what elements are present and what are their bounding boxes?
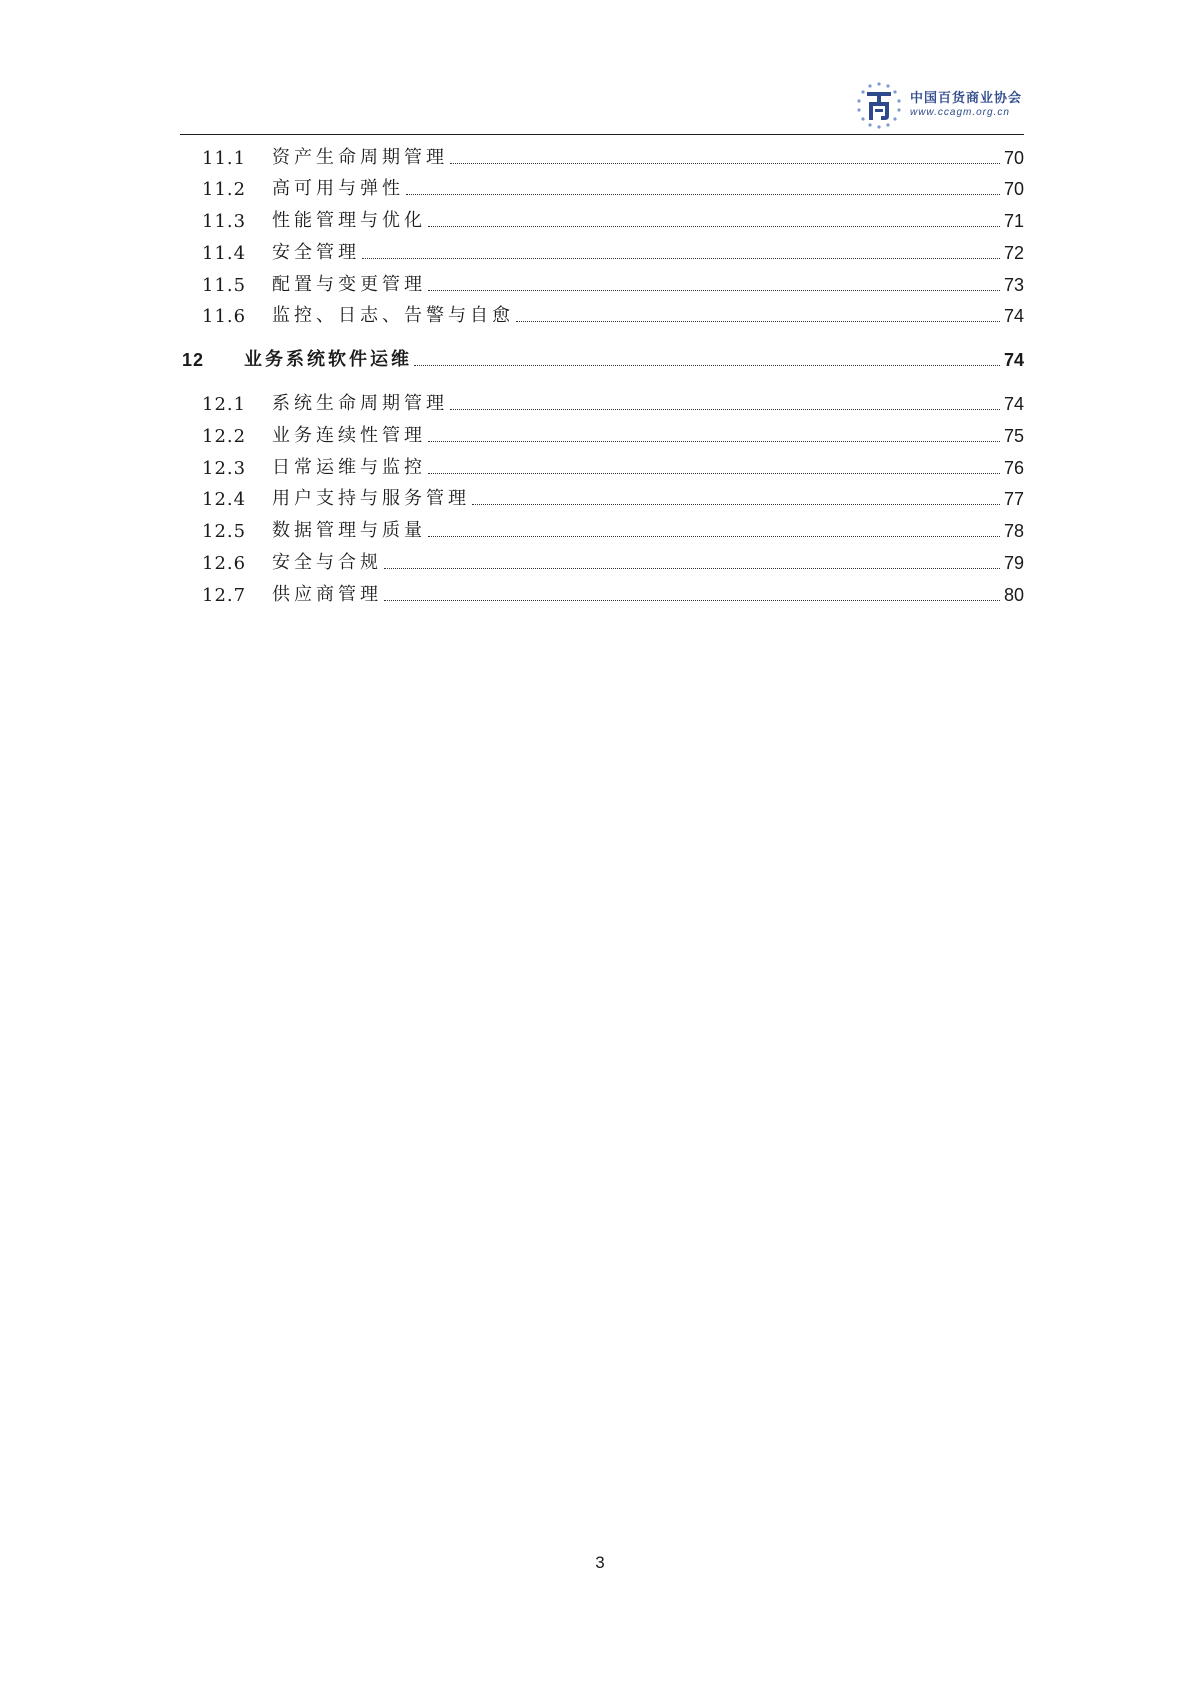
toc-entry-page: 70 (1003, 179, 1024, 199)
toc-entry-number: 12.1 (202, 394, 247, 415)
toc-entry-page: 72 (1003, 243, 1024, 263)
toc-entry[interactable] (180, 548, 1024, 574)
toc-entry[interactable] (180, 421, 1024, 447)
toc-entry-page: 74 (1003, 306, 1024, 326)
toc-entry-title: 系统生命周期管理 (272, 393, 448, 414)
toc-entry-number: 12.7 (202, 585, 247, 606)
toc-entry[interactable] (180, 238, 1024, 264)
toc-entry-page: 76 (1003, 458, 1024, 478)
dot-leader (428, 536, 1000, 537)
toc-entry[interactable] (180, 580, 1024, 606)
dot-leader (428, 226, 1000, 227)
toc-entry[interactable] (180, 484, 1024, 510)
dot-leader (428, 473, 1000, 474)
toc-entry-title: 用户支持与服务管理 (272, 488, 470, 509)
dot-leader (428, 290, 1000, 291)
toc-entry-page: 78 (1003, 521, 1024, 541)
toc-entry-title: 高可用与弹性 (272, 178, 404, 199)
dot-leader (414, 365, 1000, 366)
bai-logo-icon (854, 80, 904, 130)
toc-entry[interactable] (180, 453, 1024, 479)
toc-entry-title: 资产生命周期管理 (272, 147, 448, 168)
toc-entry-number: 11.6 (202, 306, 247, 327)
toc-entry-title: 数据管理与质量 (272, 520, 426, 541)
toc-entry-title: 供应商管理 (272, 584, 382, 605)
toc-entry-title: 性能管理与优化 (272, 210, 426, 231)
toc-entry-page: 79 (1003, 553, 1024, 573)
toc-entry-page: 77 (1003, 489, 1024, 509)
dot-leader (406, 194, 1000, 195)
dot-leader (472, 504, 1000, 505)
dot-leader (362, 258, 1000, 259)
toc-entry-title: 安全与合规 (272, 552, 382, 573)
toc-entry-page: 74 (1003, 350, 1024, 370)
toc-entry-title: 业务连续性管理 (272, 425, 426, 446)
dot-leader (384, 600, 1000, 601)
toc-entry-page: 73 (1003, 275, 1024, 295)
dot-leader (384, 568, 1000, 569)
toc-entry[interactable] (180, 301, 1024, 327)
toc-entry-number: 11.5 (202, 275, 247, 296)
toc-entry-number: 12.2 (202, 426, 247, 447)
toc-entry[interactable] (180, 389, 1024, 415)
toc-entry[interactable] (180, 174, 1024, 200)
toc-entry-page: 75 (1003, 426, 1024, 446)
toc-entry[interactable] (180, 270, 1024, 296)
toc-entry-number: 12 (182, 350, 205, 370)
toc-entry-number: 12.3 (202, 458, 247, 479)
toc-entry-number: 12.6 (202, 553, 247, 574)
toc-chapter-entry[interactable] (180, 345, 1024, 371)
page-number: 3 (595, 1553, 605, 1572)
toc-entry-page: 80 (1003, 585, 1024, 605)
toc-entry-title: 监控、日志、告警与自愈 (272, 305, 514, 326)
toc-entry-number: 11.1 (202, 148, 247, 169)
page-header (180, 78, 1024, 135)
toc-entry[interactable] (180, 516, 1024, 542)
toc-entry-number: 11.2 (202, 179, 247, 200)
association-logo (854, 80, 1022, 130)
toc-entry-number: 12.5 (202, 521, 247, 542)
toc-entry-title: 配置与变更管理 (272, 274, 426, 295)
toc-entry-number: 11.4 (202, 243, 247, 264)
toc-entry-page: 71 (1003, 211, 1024, 231)
toc-entry-title: 安全管理 (272, 242, 360, 263)
toc-entry-title: 日常运维与监控 (272, 457, 426, 478)
toc-entry-page: 70 (1003, 148, 1024, 168)
toc-entry-page: 74 (1003, 394, 1024, 414)
logo-chinese-name: 中国百货商业协会 (909, 91, 1022, 106)
dot-leader (516, 321, 1000, 322)
toc-entry-number: 12.4 (202, 489, 247, 510)
dot-leader (450, 409, 1000, 410)
dot-leader (450, 163, 1000, 164)
logo-url: www.ccagm.org.cn (909, 107, 1010, 118)
toc-entry-title: 业务系统软件运维 (244, 349, 412, 370)
toc-entry-number: 11.3 (202, 211, 247, 232)
toc-entry[interactable] (180, 143, 1024, 169)
toc-entry[interactable] (180, 206, 1024, 232)
dot-leader (428, 441, 1000, 442)
